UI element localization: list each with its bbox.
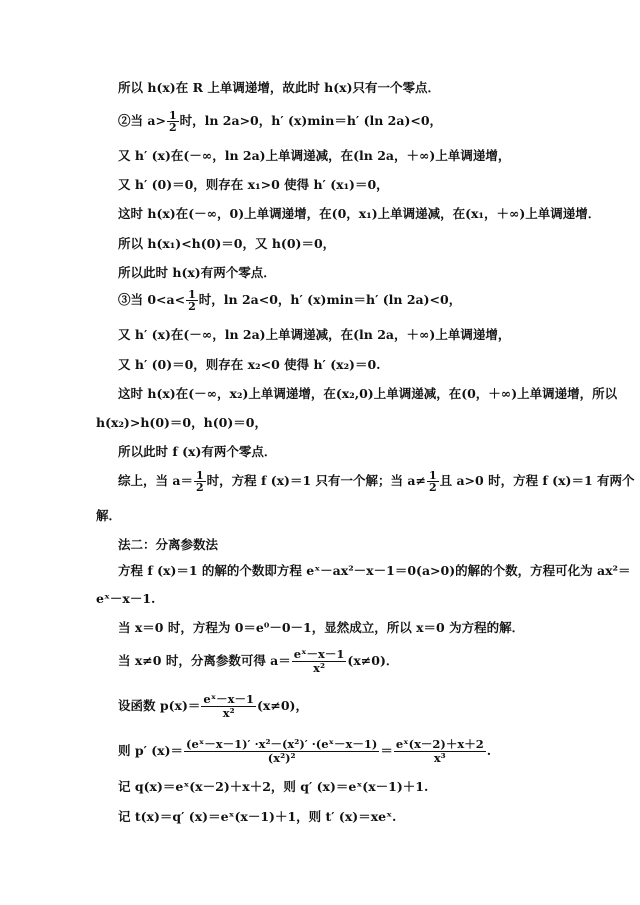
line-text: 所以此时 h(x)有两个零点． [118, 265, 276, 280]
text-line [118, 265, 276, 281]
text-line [118, 444, 276, 460]
line-text: 方程 f (x)＝1 的解的个数即方程 eˣ－ax²－x－1＝0(a>0)的解的个数，方程可化为 ax²＝ [118, 563, 631, 578]
text-line [96, 415, 267, 431]
fraction [292, 648, 347, 675]
line-text: 又 h′ (x)在(－∞，ln 2a)上单调递减，在(ln 2a，＋∞)上单调递增， [118, 327, 511, 342]
fraction-numerator: (eˣ－x－1)′ ·x²－(x²)′ ·(eˣ－x－1) [186, 737, 378, 751]
text-line [118, 236, 335, 252]
text-line [118, 289, 461, 312]
line-text: 当 x＝0 时，方程为 0＝e⁰－0－1，显然成立，所以 x＝0 为方程的解． [118, 620, 525, 635]
line-text: 所以此时 f (x)有两个零点． [118, 444, 277, 459]
text-line [118, 809, 396, 825]
fraction-denominator: x² [292, 661, 347, 675]
line-text-post: 且 a>0 时，方程 f (x)＝1 有两个 [439, 473, 635, 488]
fraction-denominator: 2 [168, 121, 177, 134]
line-text: 记 t(x)＝q′ (x)＝eˣ(x－1)＋1，则 t′ (x)＝xeˣ. [118, 809, 397, 824]
line-text: 又 h′ (x)在(－∞，ln 2a)上单调递减，在(ln 2a，＋∞)上单调递增， [118, 148, 511, 163]
line-text: h(x₂)>h(0)＝0，h(0)＝0， [96, 415, 267, 430]
text-line [118, 470, 635, 493]
text-line [118, 563, 631, 579]
line-text: 这时 h(x)在(－∞，x₂)上单调递增，在(x₂,0)上单调递减，在(0，＋∞)上单调递增，所以 [118, 386, 618, 401]
line-text: 所以 h(x)在 R 上单调递增，故此时 h(x)只有一个零点． [118, 80, 441, 95]
line-text-pre: ②当 a> [118, 113, 166, 128]
fraction-numerator: 1 [168, 109, 177, 122]
text-line [96, 591, 155, 607]
line-text-mid: 时，方程 f (x)＝1 只有一个解；当 a≠ [206, 473, 426, 488]
line-text-pre: 则 p′ (x)＝ [118, 743, 184, 758]
line-text-post: 时，ln 2a<0，h′ (x)min＝h′ (ln 2a)<0， [198, 292, 462, 307]
fraction-denominator: 2 [188, 300, 196, 313]
line-text-pre: 当 x≠0 时，分离参数可得 a＝ [118, 653, 291, 668]
line-text-post: 时，ln 2a>0，h′ (x)min＝h′ (ln 2a)<0， [179, 113, 443, 128]
fraction [167, 110, 179, 133]
text-line [118, 148, 510, 164]
text-line [118, 110, 442, 133]
fraction [394, 738, 486, 765]
fraction-numerator: 1 [428, 469, 437, 482]
line-text: 解． [96, 508, 122, 523]
line-text: 法二：分离参数法 [118, 537, 219, 552]
fraction [186, 289, 198, 312]
text-line [96, 508, 121, 524]
line-text: 所以 h(x₁)<h(0)＝0，又 h(0)＝0， [118, 236, 336, 251]
text-line [118, 327, 510, 343]
section-heading [118, 537, 218, 553]
line-text-pre: 综上，当 a＝ [118, 473, 193, 488]
line-text: 这时 h(x)在(－∞，0)上单调递增，在(0，x₁)上单调递减，在(x₁，＋∞)上单调递增． [118, 206, 601, 221]
line-text-post: (x≠0)． [347, 653, 399, 668]
line-text: eˣ－x－1. [96, 591, 156, 606]
text-line [118, 693, 308, 720]
fraction-denominator: (x²)² [184, 751, 379, 765]
fraction-denominator: 2 [428, 481, 437, 494]
line-text-mid: ＝ [380, 743, 393, 758]
fraction [194, 470, 206, 493]
line-text-pre: 设函数 p(x)＝ [118, 698, 201, 713]
fraction-denominator: x² [201, 706, 256, 720]
fraction-numerator: eˣ(x－2)＋x＋2 [395, 737, 484, 751]
fraction [427, 470, 439, 493]
fraction-denominator: x³ [394, 751, 486, 765]
text-line [118, 177, 389, 193]
fraction-denominator: 2 [195, 481, 204, 494]
fraction-numerator: 1 [195, 469, 204, 482]
text-line [118, 648, 398, 675]
text-line [118, 357, 381, 373]
fraction-numerator: 1 [188, 288, 196, 301]
line-text: 又 h′ (0)＝0，则存在 x₂<0 使得 h′ (x₂)＝0. [118, 357, 381, 372]
fraction [184, 738, 379, 765]
line-text-post: (x≠0)， [257, 698, 308, 713]
fraction [201, 693, 256, 720]
fraction-numerator: eˣ－x－1 [293, 647, 345, 661]
line-text: 记 q(x)＝eˣ(x－2)＋x＋2，则 q′ (x)＝eˣ(x－1)＋1. [118, 779, 429, 794]
text-line [118, 386, 617, 402]
line-text-post: . [486, 743, 492, 758]
line-text: 又 h′ (0)＝0，则存在 x₁>0 使得 h′ (x₁)＝0， [118, 177, 389, 192]
text-line [118, 206, 600, 222]
text-line [118, 80, 440, 96]
text-line [118, 779, 428, 795]
text-line [118, 738, 491, 765]
fraction-numerator: eˣ－x－1 [203, 692, 255, 706]
text-line [118, 620, 524, 636]
line-text-pre: ③当 0<a< [118, 292, 186, 307]
